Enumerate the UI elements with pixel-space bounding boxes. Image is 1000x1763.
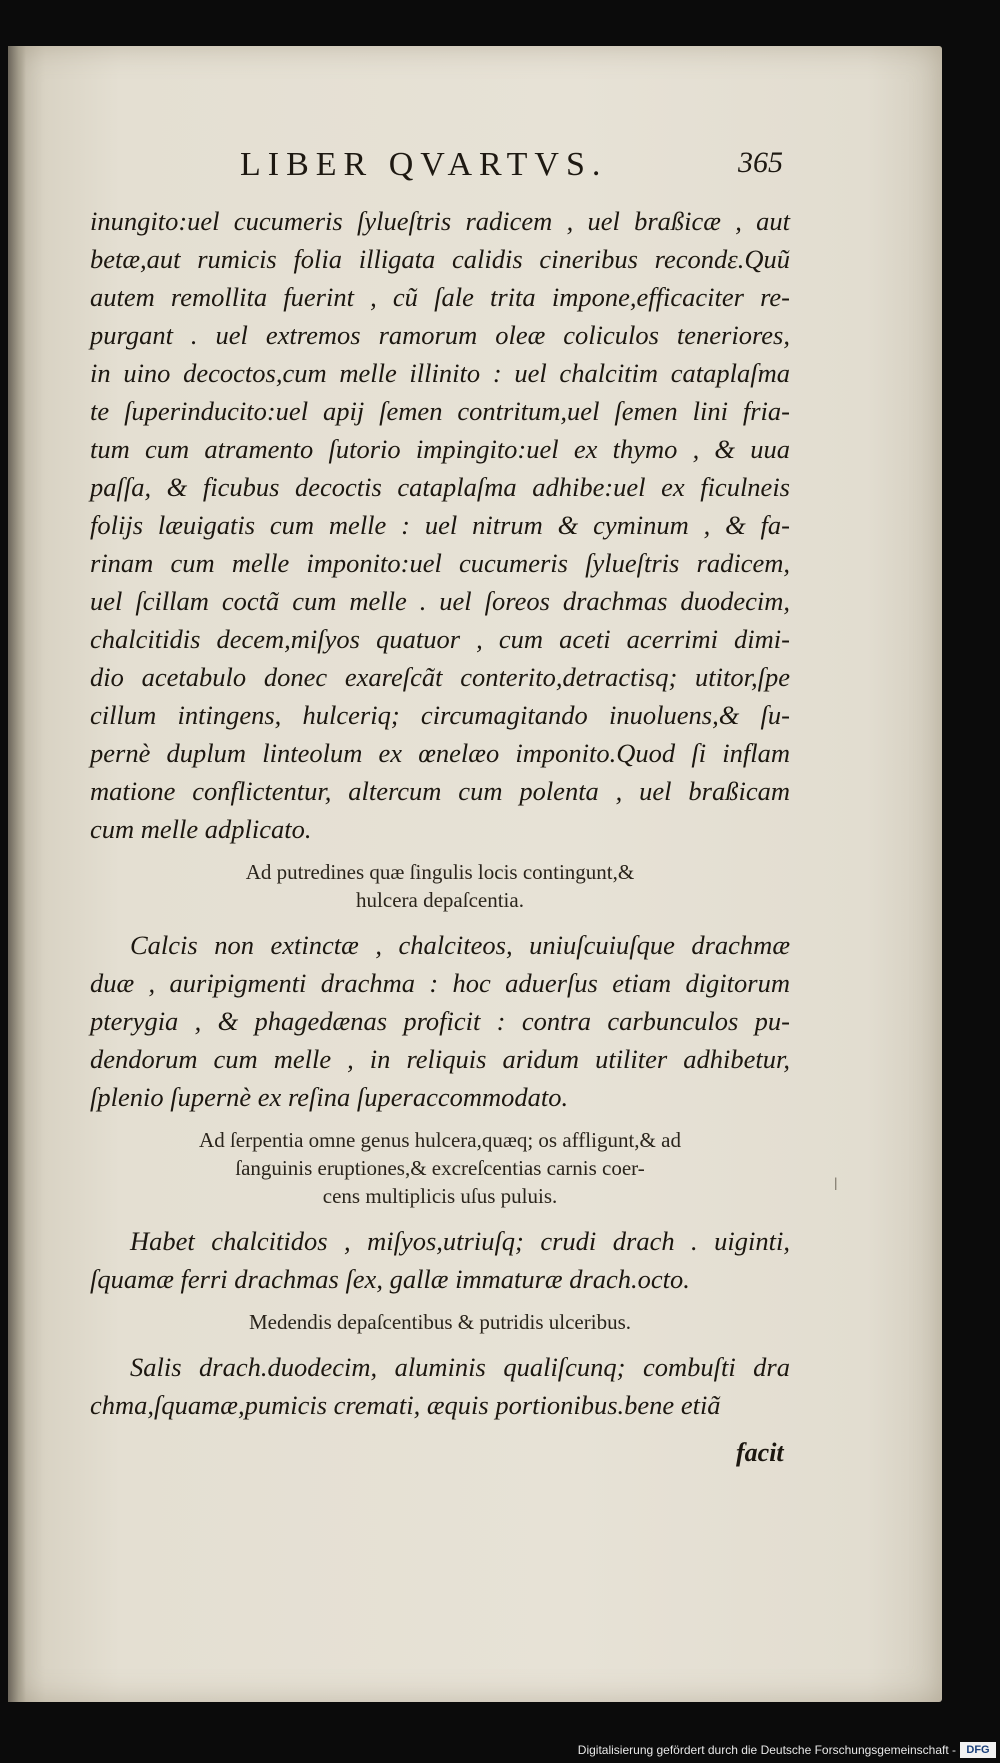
- text-body: [90, 202, 790, 1424]
- text-line: paſſa, & ficubus decoctis cataplaſma adhibe:uel ex ficulneis: [90, 472, 790, 502]
- running-head: [8, 138, 942, 183]
- text-line: folijs læuigatis cum melle : uel nitrum & cyminum , & fa-: [90, 510, 790, 540]
- text-line: hulcera depaſcentia.: [356, 888, 524, 912]
- page-binding-shadow: [8, 46, 26, 1702]
- text-paragraph: [90, 1348, 790, 1424]
- text-line: te ſuperinducito:uel apij ſemen contritum,uel ſemen lini fria-: [90, 396, 790, 426]
- text-line: inungito:uel cucumeris ſylueſtris radicem , uel braßicæ , aut: [90, 206, 790, 236]
- text-line: dio acetabulo donec exareſcãt conterito,detractisq; utitor,ſpe: [90, 662, 790, 692]
- text-line: in uino decoctos,cum melle illinito : uel chalcitim cataplaſma: [90, 358, 790, 388]
- text-line: tum cum atramento ſutorio impingito:uel ex thymo , & uua: [90, 434, 790, 464]
- text-paragraph: [90, 1222, 790, 1298]
- text-line: ſanguinis eruptiones,& excreſcentias carnis coer-: [235, 1156, 645, 1180]
- funding-credit: Digitalisierung gefördert durch die Deutsche Forschungsgemeinschaft -: [577, 1743, 956, 1757]
- dfg-logo: DFG: [960, 1742, 996, 1758]
- text-line: Salis drach.duodecim, aluminis qualiſcunq; combuſti dra: [130, 1352, 790, 1382]
- margin-mark: ǀ: [834, 1174, 838, 1194]
- page-number: 365: [738, 146, 783, 179]
- text-paragraph: [90, 926, 790, 1116]
- catchword: facit: [736, 1438, 784, 1467]
- text-line: Medendis depaſcentibus & putridis ulceribus.: [248, 1310, 631, 1334]
- text-line: cillum intingens, hulceriq; circumagitando inuoluens,& ſu-: [90, 700, 790, 730]
- text-line: cum melle adplicato.: [90, 814, 312, 844]
- book-page: [8, 46, 942, 1702]
- text-line: chma,ſquamæ,pumicis cremati, æquis portionibus.bene etiã: [90, 1390, 721, 1420]
- section-heading: [90, 858, 790, 914]
- text-line: uel ſcillam coctã cum melle . uel ſoreos drachmas duodecim,: [90, 586, 790, 616]
- text-line: ſplenio ſupernè ex reſina ſuperaccommodato.: [90, 1082, 569, 1112]
- text-line: ſquamæ ferri drachmas ſex, gallæ immaturæ drach.octo.: [90, 1264, 690, 1294]
- text-line: duæ , auripigmenti drachma : hoc aduerſus etiam digitorum: [90, 968, 790, 998]
- text-line: Ad putredines quæ ſingulis locis contingunt,&: [245, 860, 635, 884]
- running-head-title: LIBER QVARTVS.: [240, 146, 608, 183]
- text-paragraph: [90, 202, 790, 848]
- text-line: cens multiplicis uſus puluis.: [322, 1184, 558, 1208]
- text-line: dendorum cum melle , in reliquis aridum utiliter adhibetur,: [90, 1044, 790, 1074]
- text-line: pterygia , & phagedænas proficit : contra carbunculos pu-: [90, 1006, 790, 1036]
- section-heading: [90, 1126, 790, 1210]
- text-line: pernè duplum linteolum ex œnelæo imponito.Quod ſi inflam: [90, 738, 790, 768]
- section-heading: [90, 1308, 790, 1336]
- text-line: Habet chalcitidos , miſyos,utriuſq; crudi drach . uiginti,: [130, 1226, 790, 1256]
- text-line: betæ,aut rumicis folia illigata calidis cineribus recondε.Quũ: [90, 244, 790, 274]
- text-line: matione conflictentur, altercum cum polenta , uel braßicam: [90, 776, 790, 806]
- text-line: Ad ſerpentia omne genus hulcera,quæq; os affligunt,& ad: [199, 1128, 681, 1152]
- text-line: rinam cum melle imponito:uel cucumeris ſylueſtris radicem,: [90, 548, 790, 578]
- text-line: purgant . uel extremos ramorum oleæ coliculos teneriores,: [90, 320, 790, 350]
- text-line: chalcitidis decem,miſyos quatuor , cum aceti acerrimi dimi-: [90, 624, 790, 654]
- footer-bar: [0, 1740, 1000, 1763]
- text-line: autem remollita fuerint , cũ ſale trita impone,efficaciter re-: [90, 282, 790, 312]
- text-line: Calcis non extinctæ , chalciteos, uniuſcuiuſque drachmæ: [130, 930, 790, 960]
